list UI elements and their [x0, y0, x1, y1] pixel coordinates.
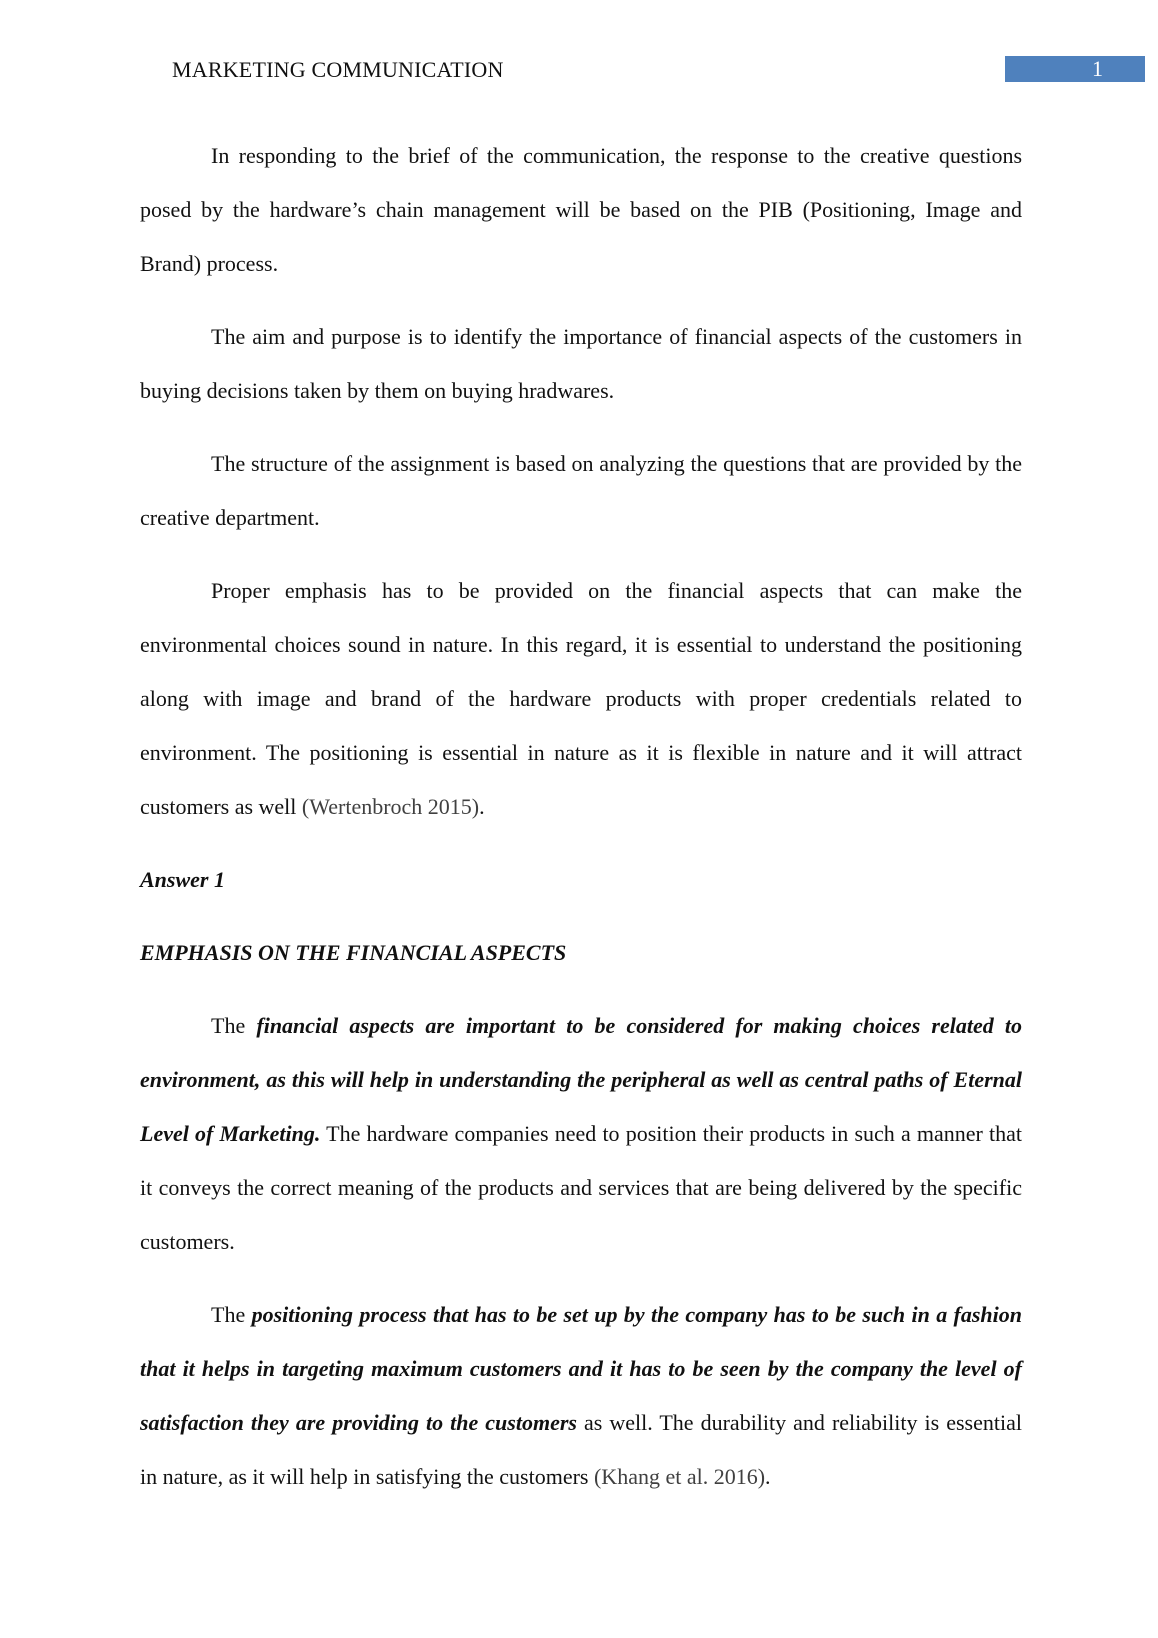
paragraph-positioning-process: [140, 1288, 1022, 1504]
paragraph-text: as well. The durability and reliability is essential in nature, as it will help in satisfying the customers: [140, 1410, 1022, 1489]
emphasized-text: positioning process that has to be set up by the company has to be such in a fashion that it helps in targeting maximum customers and it has to be seen by the company the level of satisfaction they are providing to the customers: [140, 1302, 1023, 1435]
paragraph-end: .: [479, 794, 485, 819]
paragraph-structure: The structure of the assignment is based on analyzing the questions that are provided by the creative department.: [140, 451, 1022, 530]
paragraph-financial-emphasis: [140, 564, 1022, 834]
paragraph-text: The hardware companies need to position their products in such a manner that it conveys the correct meaning of the products and services that are being delivered by the specific customers.: [140, 1121, 1023, 1254]
section-heading: EMPHASIS ON THE FINANCIAL ASPECTS: [140, 940, 567, 965]
page-number-badge: 1: [1005, 56, 1145, 82]
paragraph-end: .: [765, 1464, 771, 1489]
paragraph-aim-purpose: The aim and purpose is to identify the importance of financial aspects of the customers in buying decisions taken by them on buying hradwares.: [140, 324, 1022, 403]
paragraph-intro-brief: In responding to the brief of the communication, the response to the creative questions posed by the hardware’s chain management will be based on the PIB (Positioning, Image and Brand) process.: [140, 143, 1022, 276]
paragraph-start: The: [211, 1013, 246, 1038]
document-body: [140, 129, 1022, 1523]
paragraph-financial-aspects: [140, 999, 1022, 1269]
citation: (Wertenbroch 2015): [301, 794, 480, 819]
paragraph-text: Proper emphasis has to be provided on the financial aspects that can make the environmental choices sound in nature. In this regard, it is essential to understand the positioning along with image and brand of the hardware products with proper credentials related to environment. The positioning is essential in nature as it is flexible in nature and it will attract customers as well: [140, 578, 1022, 819]
answer-heading: Answer 1: [140, 867, 225, 892]
citation: (Khang et al. 2016): [593, 1464, 766, 1489]
paragraph-start: The: [211, 1302, 246, 1327]
emphasized-text: financial aspects are important to be considered for making choices related to environment, as this will help in understanding the peripheral as well as central paths of Eternal Level of Marketing.: [140, 1013, 1023, 1146]
running-header-title: MARKETING COMMUNICATION: [172, 57, 504, 82]
